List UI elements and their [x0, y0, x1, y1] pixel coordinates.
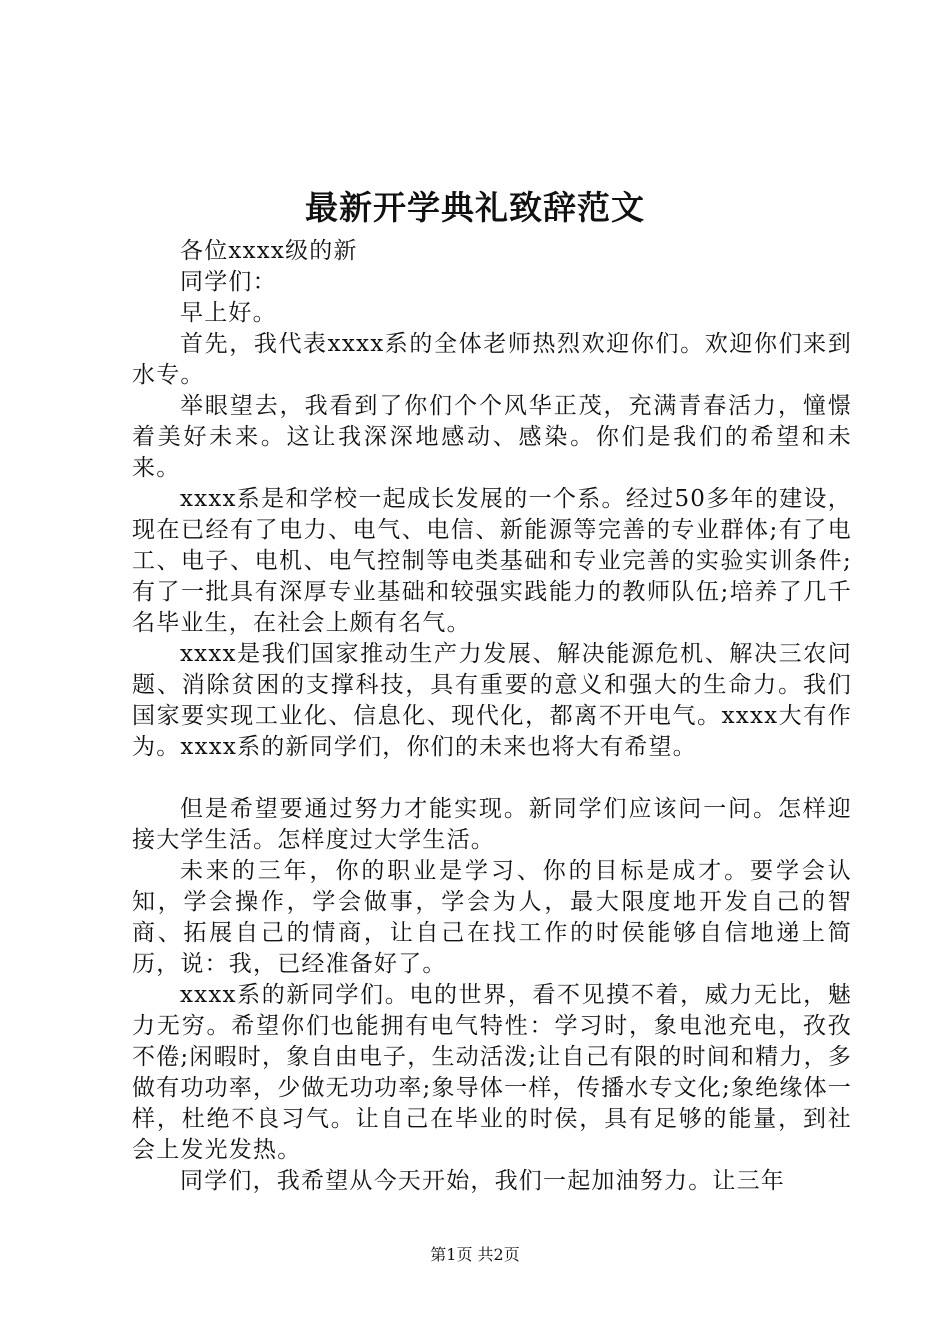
paragraph-electric-world: xxxx系的新同学们。电的世界，看不见摸不着，威力无比，魅力无穷。希望你们也能拥有电气特性：学习时，象电池充电，孜孜不倦;闲暇时，象自由电子，生动活泼;让自己有限的时间和精力，多做有功功率，少做无功功率;象导体一样，传播水专文化;象绝缘体一样，杜绝不良习气。让自己在毕业的时侯，具有足够的能量，到社会上发光发热。 [132, 982, 852, 1163]
paragraph-hope: 但是希望要通过努力才能实现。新同学们应该问一问。怎样迎接大学生活。怎样度过大学生活。 [132, 796, 852, 853]
document-body [132, 236, 852, 1197]
paragraph-three-years: 未来的三年，你的职业是学习、你的目标是成才。要学会认知，学会操作，学会做事，学会为人，最大限度地开发自己的智商、拓展自己的情商，让自己在找工作的时侯能够自信地递上简历，说：我，已经准备好了。 [132, 858, 852, 977]
paragraph-greeting-1: 各位xxxx级的新 [180, 238, 358, 264]
paragraph-welcome: 首先，我代表xxxx系的全体老师热烈欢迎你们。欢迎你们来到水专。 [132, 331, 852, 388]
document-title: 最新开学典礼致辞范文 [305, 188, 645, 227]
paragraph-good-morning: 早上好。 [180, 300, 277, 326]
paragraph-importance: xxxx是我们国家推动生产力发展、解决能源危机、解决三农问题、消除贫困的支撑科技，具有重要的意义和强大的生命力。我们国家要实现工业化、信息化、现代化，都离不开电气。xxxx大有作为。xxxx系的新同学们，你们的未来也将大有希望。 [132, 641, 852, 760]
paragraph-youth: 举眼望去，我看到了你们个个风华正茂，充满青春活力，憧憬着美好未来。这让我深深地感动、感染。你们是我们的希望和未来。 [132, 393, 852, 481]
page-footer: 第1页 共2页 [430, 1245, 520, 1264]
paragraph-closing: 同学们，我希望从今天开始，我们一起加油努力。让三年 [180, 1168, 785, 1194]
paragraph-department-history: xxxx系是和学校一起成长发展的一个系。经过50多年的建设，现在已经有了电力、电气、电信、新能源等完善的专业群体;有了电工、电子、电机、电气控制等电类基础和专业完善的实验实训条件;有了一批具有深厚专业基础和较强实践能力的教师队伍;培养了几千名毕业生，在社会上颇有名气。 [132, 486, 852, 636]
paragraph-greeting-2: 同学们： [180, 269, 277, 295]
